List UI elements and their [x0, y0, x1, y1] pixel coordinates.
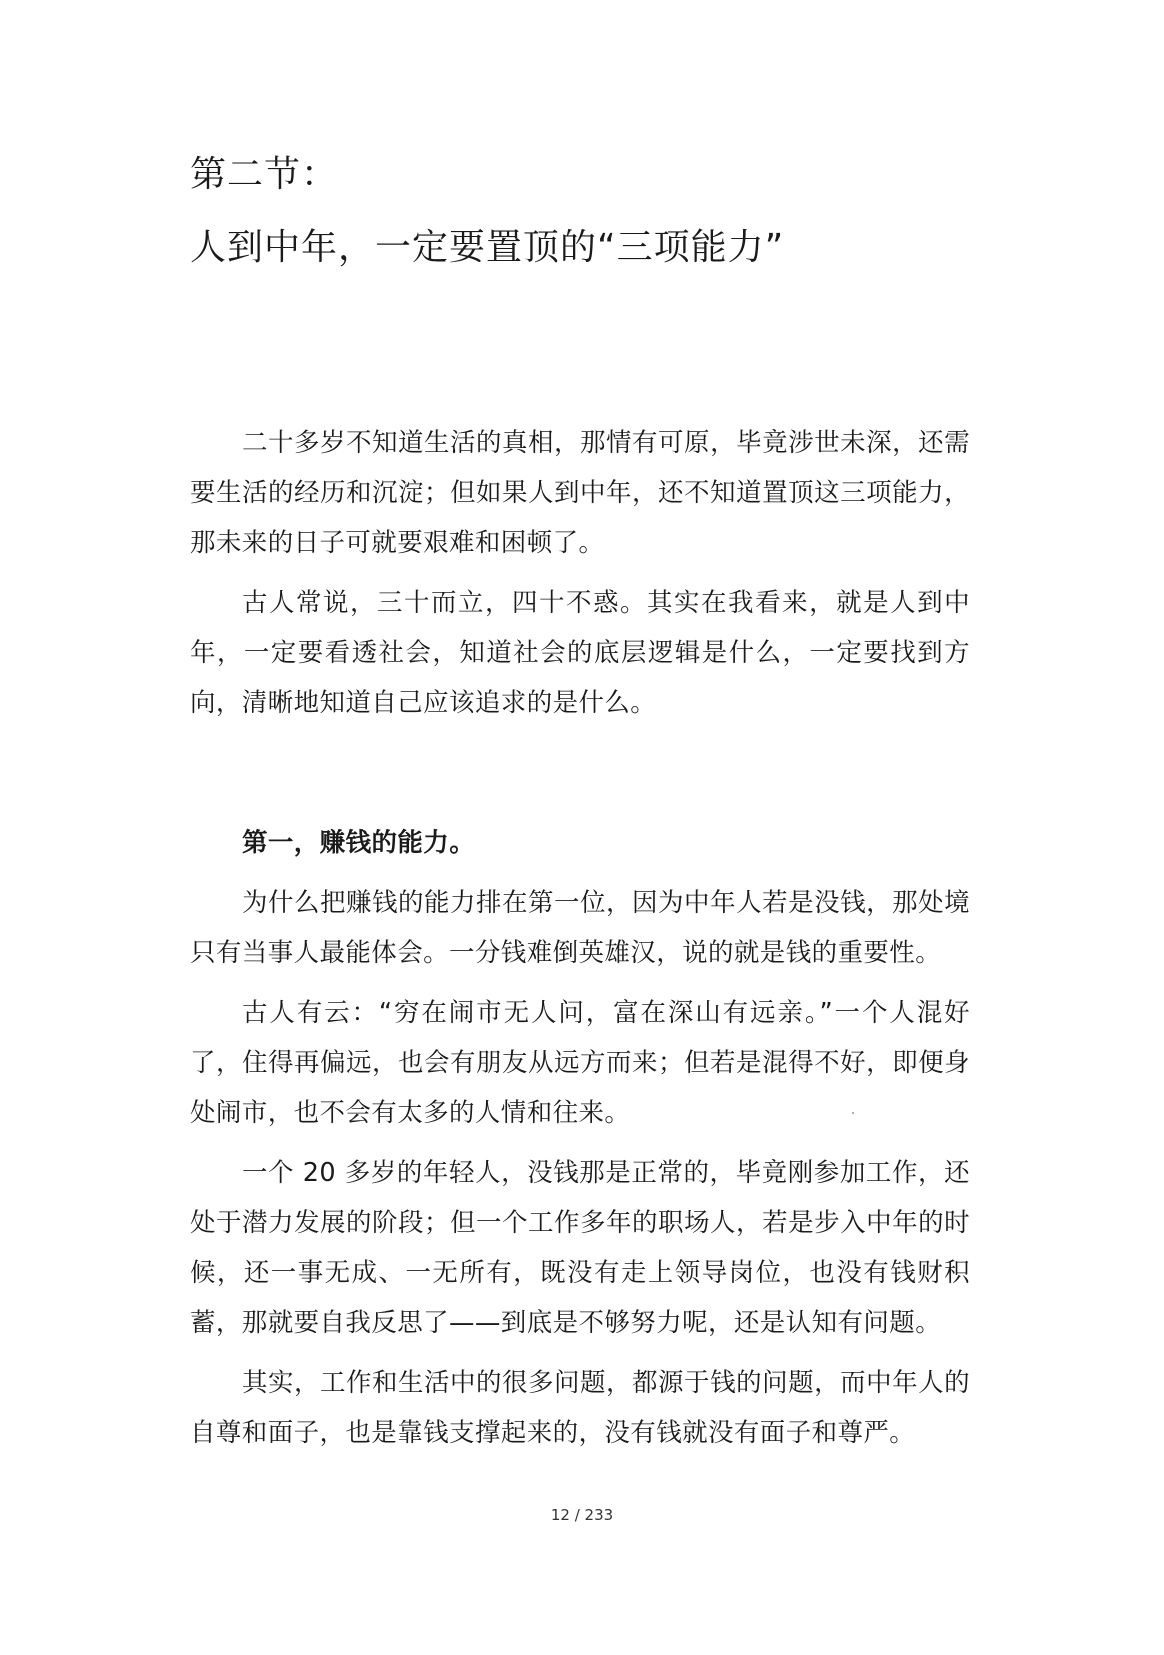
page-number: 12 / 233: [550, 1506, 614, 1524]
section-one-paragraph-2: 古人有云：“穷在闹市无人问，富在深山有远亲。”一个人混好了，住得再偏远，也会有朋友从远方而来；但若是混得不好，即便身处闹市，也不会有太多的人情和往来。: [190, 998, 970, 1128]
section-one-heading: 第一，赚钱的能力。: [242, 828, 476, 858]
intro-paragraph-2: 古人常说，三十而立，四十不惑。其实在我看来，就是人到中年，一定要看透社会，知道社会的底层逻辑是什么，一定要找到方向，清晰地知道自己应该追求的是什么。: [190, 588, 970, 718]
section-one-paragraph-1: 为什么把赚钱的能力排在第一位，因为中年人若是没钱，那处境只有当事人最能体会。一分钱难倒英雄汉，说的就是钱的重要性。: [190, 888, 970, 968]
chapter-title: 人到中年，一定要置顶的“三项能力”: [190, 227, 785, 268]
scan-speck: [852, 1112, 854, 1114]
section-label: 第二节：: [190, 154, 339, 195]
intro-paragraph-1: 二十多岁不知道生活的真相，那情有可原，毕竟涉世未深，还需要生活的经历和沉淀；但如果人到中年，还不知道置顶这三项能力，那未来的日子可就要艰难和困顿了。: [190, 428, 970, 558]
section-one-paragraph-3: 一个 20 多岁的年轻人，没钱那是正常的，毕竟刚参加工作，还处于潜力发展的阶段；但一个工作多年的职场人，若是步入中年的时候，还一事无成、一无所有，既没有走上领导岗位，也没有钱财积蓄，那就要自我反思了——到底是不够努力呢，还是认知有问题。: [190, 1158, 970, 1338]
section-one-paragraph-4: 其实，工作和生活中的很多问题，都源于钱的问题，而中年人的自尊和面子，也是靠钱支撑起来的，没有钱就没有面子和尊严。: [190, 1368, 970, 1448]
